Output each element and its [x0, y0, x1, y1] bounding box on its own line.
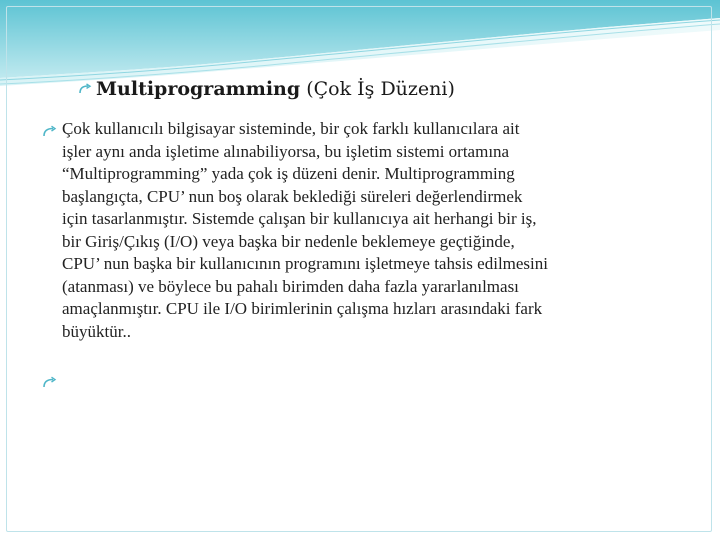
paragraph-line: (atanması) ve böylece bu pahalı birimden daha fazla yararlanılması — [62, 276, 519, 296]
paragraph-line: için tasarlanmıştır. Sistemde çalışan bir kullanıcıya ait herhangi bir iş, — [62, 209, 537, 228]
paragraph-line: CPU’ nun başka bir kullanıcının programını işletmeye tahsis edilmesini — [62, 254, 548, 273]
body-paragraph — [42, 118, 682, 343]
paragraph-line: işler aynı anda işletime alınabiliyorsa, bu işletim sistemi ortamına — [62, 141, 510, 161]
curved-arrow-bullet-icon — [42, 123, 58, 142]
paragraph-line: amaçlanmıştır. CPU ile I/O birimlerinin çalışma hızları arasındaki fark — [62, 299, 543, 318]
curved-arrow-bullet-icon — [78, 83, 92, 95]
slide-title — [96, 78, 455, 100]
title-paren: (Çok İş Düzeni) — [300, 78, 455, 100]
paragraph-block — [42, 118, 682, 343]
paragraph-line: büyüktür.. — [62, 321, 131, 341]
paragraph-line: başlangıçta, CPU’ nun boş olarak beklediği süreleri değerlendirmek — [62, 186, 523, 206]
curved-arrow-bullet-icon — [42, 374, 58, 393]
title-main: Multiprogramming — [96, 78, 301, 100]
paragraph-line: “Multiprogramming” yada çok iş düzeni denir. Multiprogramming — [62, 164, 515, 183]
paragraph-line: bir Giriş/Çıkış (I/O) veya başka bir nedenle beklemeye geçtiğinde, — [62, 231, 515, 251]
paragraph-line: Çok kullanıcılı bilgisayar sisteminde, bir çok farklı kullanıcılara ait — [62, 119, 520, 138]
title-row — [78, 78, 455, 100]
